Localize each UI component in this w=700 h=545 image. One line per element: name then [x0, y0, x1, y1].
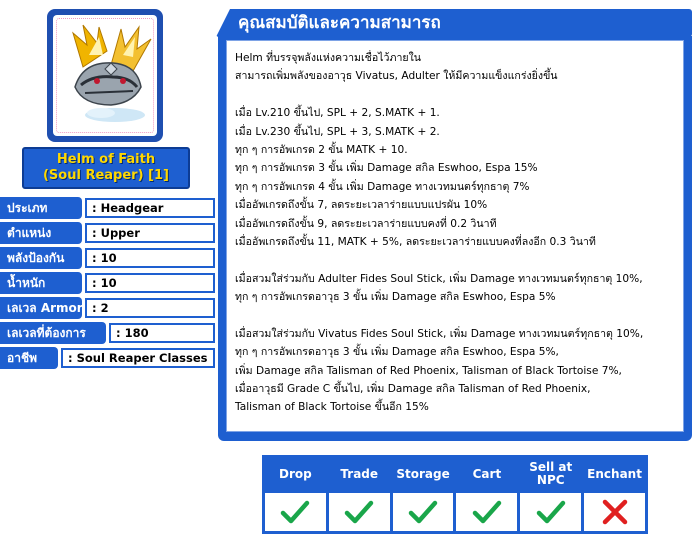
description-line: Talisman of Black Tortoise ขึ้นอีก 15% [235, 401, 429, 414]
description-line: ทุก ๆ การอัพเกรด 4 ขั้น เพิ่ม Damage ทางเวทมนตร์ทุกธาตุ 7% [235, 180, 530, 193]
description-line [235, 251, 675, 269]
trade-header-enchant: Enchant [587, 466, 642, 481]
description-line: ทุก ๆ การอัพเกรดอาวุธ 3 ขั้น เพิ่ม Damage สกิล Eswhoo, Espa 5% [235, 291, 556, 304]
check-icon [536, 499, 566, 525]
description-box [226, 40, 684, 432]
check-icon [280, 499, 310, 525]
stat-row-required-level [0, 322, 215, 344]
cross-icon [600, 499, 630, 525]
description-line: ทุก ๆ การอัพเกรด 3 ขั้น เพิ่ม Damage สกิล Eswhoo, Espa 15% [235, 162, 538, 175]
stat-row-job [0, 347, 215, 369]
item-name-box [22, 147, 190, 189]
stat-row-defense [0, 247, 215, 269]
description-line: เมื่อ Lv.210 ขึ้นไป, SPL + 2, S.MATK + 1. [235, 107, 440, 120]
description-line: เมื่อ Lv.230 ขึ้นไป, SPL + 3, S.MATK + 2. [235, 125, 440, 138]
section-header [216, 9, 692, 37]
stat-row-position [0, 222, 215, 244]
stat-value: : 10 [85, 273, 215, 293]
description-line: เพิ่ม Damage สกิล Talisman of Red Phoenix, Talisman of Black Tortoise 7%, [235, 364, 622, 377]
description-line: เมื่อสวมใส่ร่วมกับ Adulter Fides Soul Stick, เพิ่ม Damage ทางเวทมนตร์ทุกธาตุ 10%, [235, 272, 643, 285]
stat-value: : Headgear [85, 198, 215, 218]
trade-cell-drop [265, 493, 326, 531]
stat-label: เลเวล Armor [0, 297, 82, 319]
trade-cell-sell-at-npc [520, 493, 581, 531]
stat-label: พลังป้องกัน [0, 247, 82, 269]
trade-cell-storage [393, 493, 454, 531]
stat-value: : 180 [109, 323, 215, 343]
trade-header-drop: Drop [279, 466, 312, 481]
item-name: Helm of Faith [56, 152, 156, 167]
trade-cell-cart [456, 493, 517, 531]
description-line: Helm ที่บรรจุพลังแห่งความเชื่อไว้ภายใน [235, 52, 422, 64]
check-icon [408, 499, 438, 525]
stat-value: : Upper [85, 223, 215, 243]
description-line: เมื่ออัพเกรดถึงขั้น 7, ลดระยะเวลาร่ายแบบแปรผัน 10% [235, 199, 488, 212]
description-line: ทุก ๆ การอัพเกรด 2 ขั้น MATK + 10. [235, 143, 408, 156]
description-line: เมื่ออัพเกรดถึงขั้น 9, ลดระยะเวลาร่ายแบบคงที่ 0.2 วินาที [235, 217, 497, 230]
stat-row-weight [0, 272, 215, 294]
item-image-area [53, 15, 157, 136]
item-image-frame [47, 9, 163, 142]
stat-label: อาชีพ [0, 347, 58, 369]
description-panel [218, 36, 692, 441]
trade-header-storage: Storage [396, 466, 450, 481]
stat-label: ตำแหน่ง [0, 222, 82, 244]
description-line: เมื่ออัพเกรดถึงขั้น 11, MATK + 5%, ลดระยะเวลาร่ายแบบคงที่ลงอีก 0.3 วินาที [235, 235, 596, 248]
trade-restriction-table [262, 455, 648, 534]
trade-cell-enchant [584, 493, 645, 531]
check-icon [344, 499, 374, 525]
description-line: ทุก ๆ การอัพเกรดอาวุธ 3 ขั้น เพิ่ม Damage สกิล Eswhoo, Espa 5%, [235, 346, 559, 359]
description-line: สามารถเพิ่มพลังของอาวุธ Vivatus, Adulter ให้มีความแข็งแกร่งยิ่งขึ้น [235, 70, 558, 83]
stat-value: : Soul Reaper Classes [61, 348, 215, 368]
trade-header-cart: Cart [472, 466, 502, 481]
trade-header-trade: Trade [340, 466, 379, 481]
stat-label: น้ำหนัก [0, 272, 82, 294]
stat-value: : 10 [85, 248, 215, 268]
stat-label: เลเวลที่ต้องการ [0, 322, 106, 344]
description-line: เมื่อสวมใส่ร่วมกับ Vivatus Fides Soul Stick, เพิ่ม Damage ทางเวทมนตร์ทุกธาตุ 10%, [235, 327, 644, 340]
item-class-slots: (Soul Reaper) [1] [42, 168, 169, 183]
stat-label: ประเภท [0, 197, 82, 219]
stat-row-type [0, 197, 215, 219]
check-icon [472, 499, 502, 525]
stat-row-armor-level [0, 297, 215, 319]
description-line [235, 306, 675, 324]
trade-cell-trade [329, 493, 390, 531]
description-line: เมื่ออาวุธมี Grade C ขึ้นไป, เพิ่ม Damage สกิล Talisman of Red Phoenix, [235, 383, 591, 396]
stat-value: : 2 [85, 298, 215, 318]
section-title: คุณสมบัติและความสามารถ [238, 13, 441, 33]
winged-helm-icon [53, 15, 157, 136]
description-line [235, 86, 675, 104]
trade-header-sell-at-npc: Sell at NPC [529, 460, 573, 487]
